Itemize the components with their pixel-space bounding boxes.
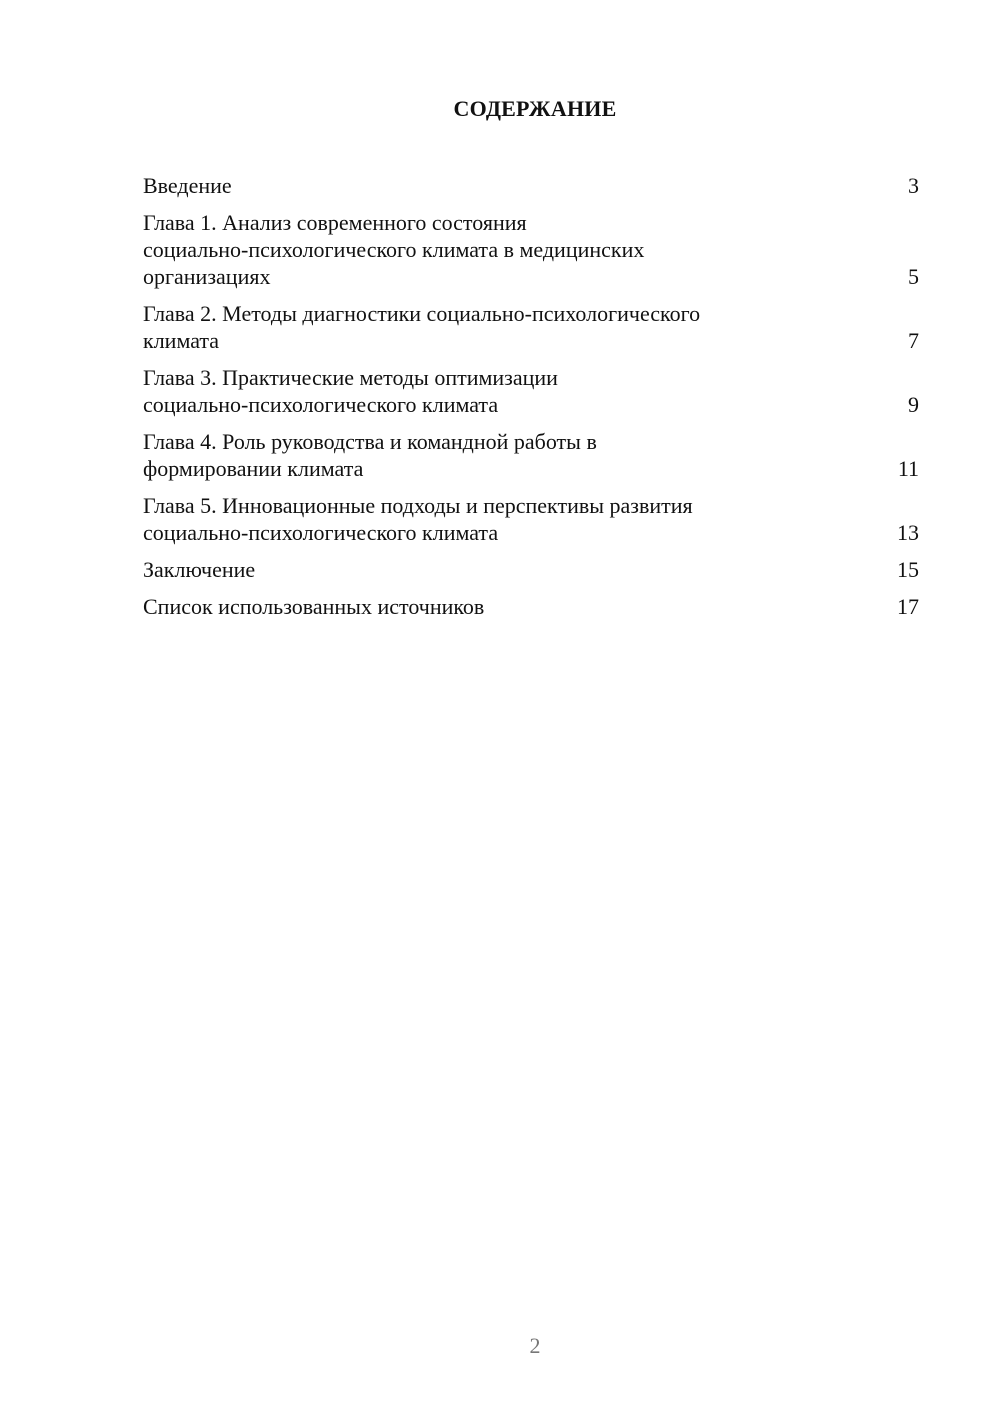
toc-entry-label: Глава 2. Методы диагностики социально-психологического климата <box>143 301 701 353</box>
toc-entry-label: Введение <box>143 173 232 198</box>
toc-entry-chapter-3 <box>143 364 919 418</box>
page-title: СОДЕРЖАНИЕ <box>453 96 617 121</box>
toc-entry-page: 7 <box>908 328 919 353</box>
toc-entry-label: Заключение <box>143 557 256 582</box>
table-of-contents <box>143 172 919 630</box>
toc-entry-chapter-1 <box>143 209 919 290</box>
toc-entry-conclusion <box>143 556 919 583</box>
toc-entry-label: Глава 1. Анализ современного состояния социально-психологического климата в медицинских организациях <box>143 210 645 289</box>
toc-entry-chapter-5 <box>143 492 919 546</box>
toc-entry-page: 9 <box>908 392 919 417</box>
toc-entry-label: Глава 4. Роль руководства и командной работы в формировании климата <box>143 429 597 481</box>
toc-entry-introduction <box>143 172 919 199</box>
toc-entry-label: Список использованных источников <box>143 594 485 619</box>
toc-entry-page: 17 <box>897 594 919 619</box>
toc-entry-page: 3 <box>908 173 919 198</box>
toc-entry-references <box>143 593 919 620</box>
toc-entry-chapter-4 <box>143 428 919 482</box>
toc-entry-label: Глава 3. Практические методы оптимизации социально-психологического климата <box>143 365 558 417</box>
toc-entry-chapter-2 <box>143 300 919 354</box>
toc-entry-page: 5 <box>908 264 919 289</box>
page-number: 2 <box>529 1333 541 1358</box>
toc-entry-page: 11 <box>897 456 919 481</box>
toc-entry-page: 13 <box>897 520 919 545</box>
toc-entry-page: 15 <box>897 557 919 582</box>
toc-entry-label: Глава 5. Инновационные подходы и перспективы развития социально-психологического климата <box>143 493 693 545</box>
